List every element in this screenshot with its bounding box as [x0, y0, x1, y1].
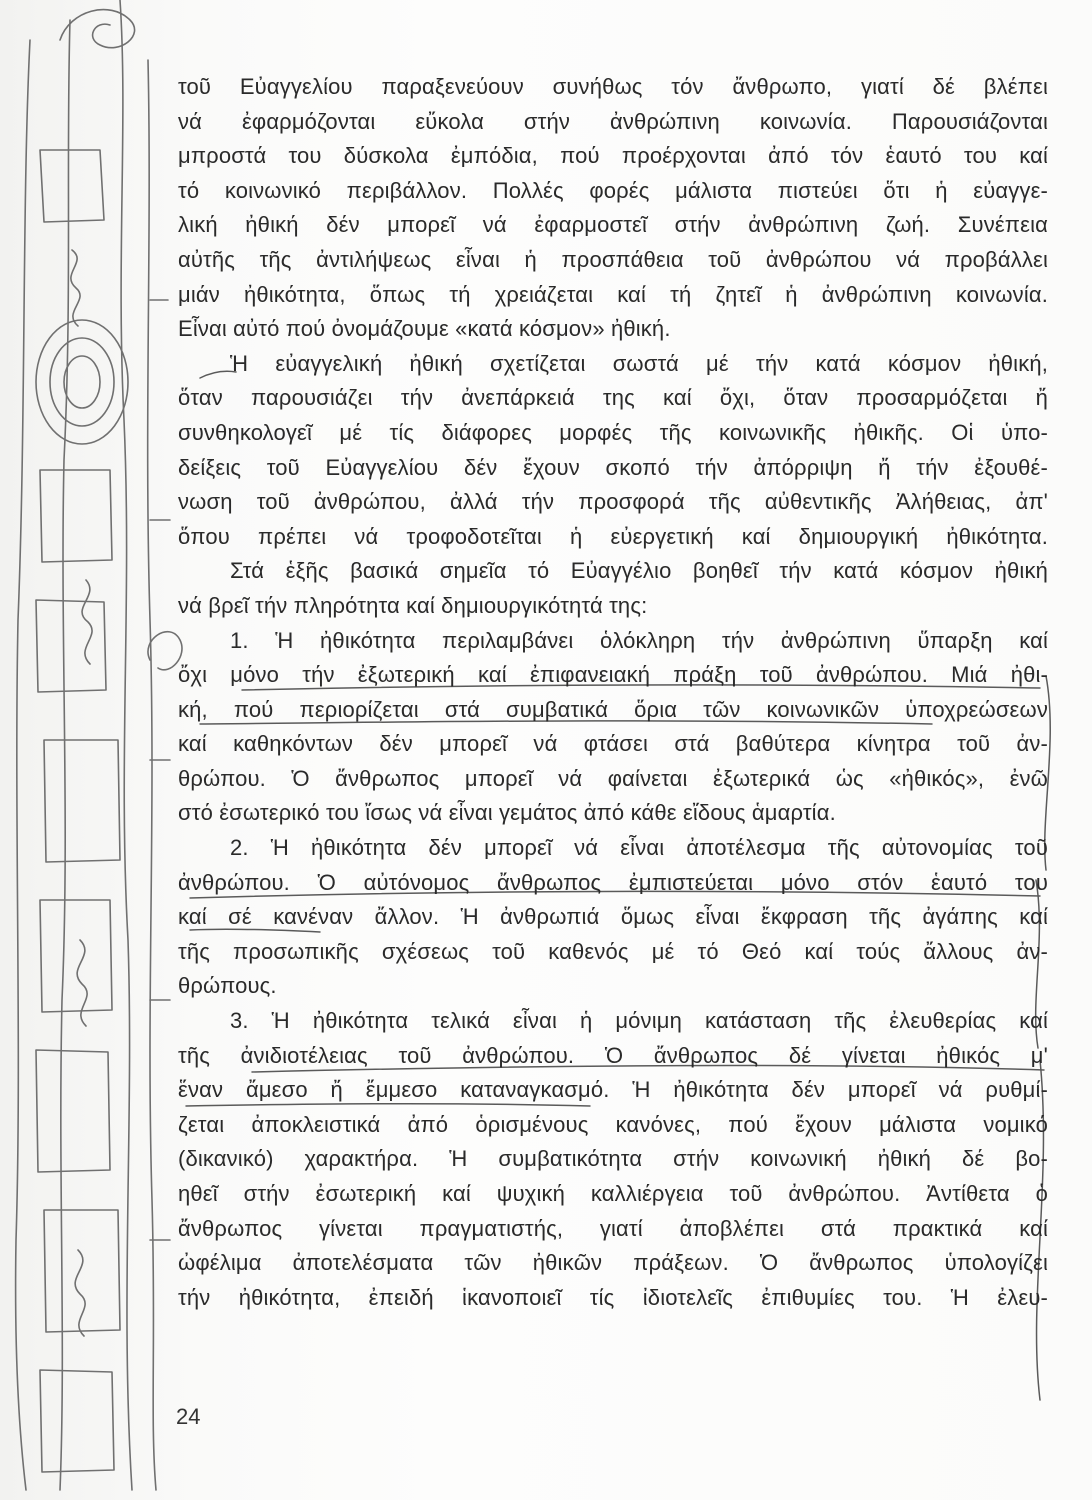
list-item-3-line: 3. Ἡ ἠθικότητα τελικά εἶναι ἡ μόνιμη κατάσταση τῆς ἐλευθερίας καί: [230, 1008, 1048, 1034]
text-line: ἕναν ἄμεσο ἤ ἔμμεσο καταναγκασμό. Ἡ ἠθικότητα δέν μπορεῖ νά ρυθμί-: [178, 1077, 1048, 1103]
doodle-column-left: [16, 40, 30, 1490]
doodle-wave-2: [82, 580, 92, 664]
doodle-block-1: [40, 150, 104, 222]
list-item-1-line: 1. Ἡ ἠθικότητα περιλαμβάνει ὁλόκληρη τήν ἀνθρώπινη ὕπαρξη καί: [230, 627, 1048, 653]
text-line: καί σέ κανέναν ἄλλον. Ἡ ἀνθρωπιά ὅμως εἶναι ἔκφραση τῆς ἀγάπης καί: [178, 904, 1048, 930]
doodle-block-6: [36, 1050, 110, 1172]
doodle-top-swirl: [60, 10, 135, 48]
list-item-2-line: 2. Ἡ ἠθικότητα δέν μπορεῖ νά εἶναι ἀποτέλεσμα τῆς αὐτονομίας τοῦ: [230, 835, 1048, 861]
text-line: (δικανικό) χαρακτήρα. Ἡ συμβατικότητα στήν κοινωνική ἠθική δέ βο-: [178, 1146, 1048, 1172]
text-line: θρώπου. Ὁ ἄνθρωπος μπορεῖ νά φαίνεται ἐξωτερικά ὡς «ἠθικός», ἐνῶ: [178, 765, 1048, 791]
text-line: ὠφέλιμα ἀποτελέσματα τῶν ἠθικῶν πράξεων. Ὁ ἄνθρωπος ὑπολογίζει: [178, 1250, 1048, 1276]
text-line: ὄχι μόνο τήν ἐξωτερική καί ἐπιφανειακή πράξη τοῦ ἀνθρώπου. Μιά ἠθι-: [178, 662, 1048, 688]
doodle-block-3: [36, 600, 106, 692]
doodle-wave-1: [71, 250, 80, 326]
doodle-block-2: [40, 470, 112, 562]
page-number: 24: [176, 1404, 201, 1429]
doodle-wave-3: [77, 940, 87, 1026]
text-line: ἀνθρώπου. Ὁ αὐτόνομος ἄνθρωπος ἐμπιστεύεται μόνο στόν ἑαυτό του: [178, 869, 1048, 895]
text-line: ζεται ἀποκλειστικά ἀπό ὁρισμένους κανόνες, πού ἔχουν μάλιστα νομικό: [178, 1111, 1048, 1137]
text-line: στό ἐσωτερικό του ἴσως νά εἶναι γεμάτος ἀπό κάθε εἴδους ἁμαρτία.: [178, 800, 836, 826]
text-line: κή, πού περιορίζεται στά συμβατικά ὅρια τῶν κοινωνικῶν ὑποχρεώσεων: [178, 696, 1048, 722]
text-line: Εἶναι αὐτό πού ὀνομάζουμε «κατά κόσμον» ἠθική.: [178, 316, 671, 342]
doodle-block-4: [44, 740, 120, 862]
text-line: νωση τοῦ ἀνθρώπου, ἀλλά τήν προσφορά τῆς αὐθεντικῆς Ἀλήθειας, ἀπ': [178, 489, 1048, 515]
text-line: δείξεις τοῦ Εὐαγγελίου δέν ἔχουν σκοπό τήν ἀπόρριψη ἤ τήν ἐξουθέ-: [178, 454, 1048, 480]
text-line: θρώπους.: [178, 973, 277, 999]
text-line: τῆς ἀνιδιοτέλειας τοῦ ἀνθρώπου. Ὁ ἄνθρωπος δέ γίνεται ἠθικός μ': [178, 1042, 1048, 1068]
text-line: αὐτῆς τῆς ἀντιλήψεως εἶναι ἡ προσπάθεια τοῦ ἀνθρώπου νά προβάλλει: [178, 246, 1048, 272]
text-line: τῆς προσωπικῆς σχέσεως τοῦ καθενός μέ τό Θεό καί τούς ἄλλους ἀν-: [178, 938, 1048, 964]
text-line: ὅπου πρέπει νά τροφοδοτεῖται ἡ εὐεργετική καί δημιουργική ἠθικότητα.: [178, 523, 1048, 549]
paragraph-start-line: Ἡ εὐαγγελική ἠθική σχετίζεται σωστά μέ τήν κατά κόσμον ἠθική,: [230, 350, 1048, 376]
paragraph-start-line: Στά ἑξῆς βασικά σημεῖα τό Εὐαγγέλιο βοηθεῖ τήν κατά κόσμον ἠθική: [230, 558, 1048, 584]
doodle-ticks: [150, 300, 170, 1240]
doodle-column-mid: [60, 20, 70, 1490]
doodle-block-5: [40, 900, 112, 1012]
text-line: τοῦ Εὐαγγελίου παραξενεύουν συνήθως τόν ἄνθρωπο, γιατί δέ βλέπει: [178, 74, 1048, 99]
doodle-circle-inner: [64, 356, 100, 408]
text-line: νά βρεῖ τήν πληρότητα καί δημιουργικότητά της:: [178, 592, 648, 618]
text-line: μπροστά του δύσκολα ἐμπόδια, πού προέρχονται ἀπό τόν ἑαυτό του καί: [178, 143, 1048, 169]
text-line: τό κοινωνικό περιβάλλον. Πολλές φορές μάλιστα πιστεύει ὅτι ἡ εὐαγγε-: [178, 177, 1048, 203]
doodle-column-right: [120, 0, 132, 1490]
text-line: λική ἠθική δέν μπορεῖ νά ἐφαρμοστεῖ στήν ἀνθρώπινη ζωή. Συνέπεια: [178, 212, 1048, 238]
text-line: μιάν ἠθικότητα, ὅπως τή χρειάζεται καί τή ζητεῖ ἡ ἀνθρώπινη κοινωνία.: [178, 281, 1048, 307]
doodle-column-inner: [148, 60, 156, 1490]
page-body: [178, 70, 1048, 1315]
text-line: νά ἐφαρμόζονται εὔκολα στήν ἀνθρώπινη κοινωνία. Παρουσιάζονται: [178, 108, 1048, 134]
text-line: συνθηκολογεῖ μέ τίς διάφορες μορφές τῆς κοινωνικῆς ἠθικῆς. Οἱ ὑπο-: [178, 419, 1048, 445]
text-line: ἄνθρωπος γίνεται πραγματιστής, γιατί ἀποβλέπει στά πρακτικά καί: [178, 1215, 1048, 1241]
doodle-margin-loop: [148, 632, 182, 670]
text-line: καί καθηκόντων δέν μπορεῖ νά φτάσει στά βαθύτερα κίνητρα τοῦ ἀν-: [178, 731, 1048, 757]
text-line: τήν ἠθικότητα, ἐπειδή ἱκανοποιεῖ τίς ἰδιοτελεῖς ἐπιθυμίες του. Ἡ ἐλευ-: [178, 1284, 1048, 1310]
doodle-circle-mid: [50, 338, 114, 426]
doodle-wave-4: [75, 1250, 85, 1336]
doodle-block-8: [40, 1370, 114, 1472]
text-line: ὅταν παρουσιάζει τήν ἀνεπάρκειά της καί ὄχι, ὅταν προσαρμόζεται ἤ: [178, 385, 1048, 411]
text-line: ηθεῖ στήν ἐσωτερική καί ψυχική καλλιέργεια τοῦ ἀνθρώπου. Ἀντίθετα ὁ: [178, 1181, 1048, 1206]
